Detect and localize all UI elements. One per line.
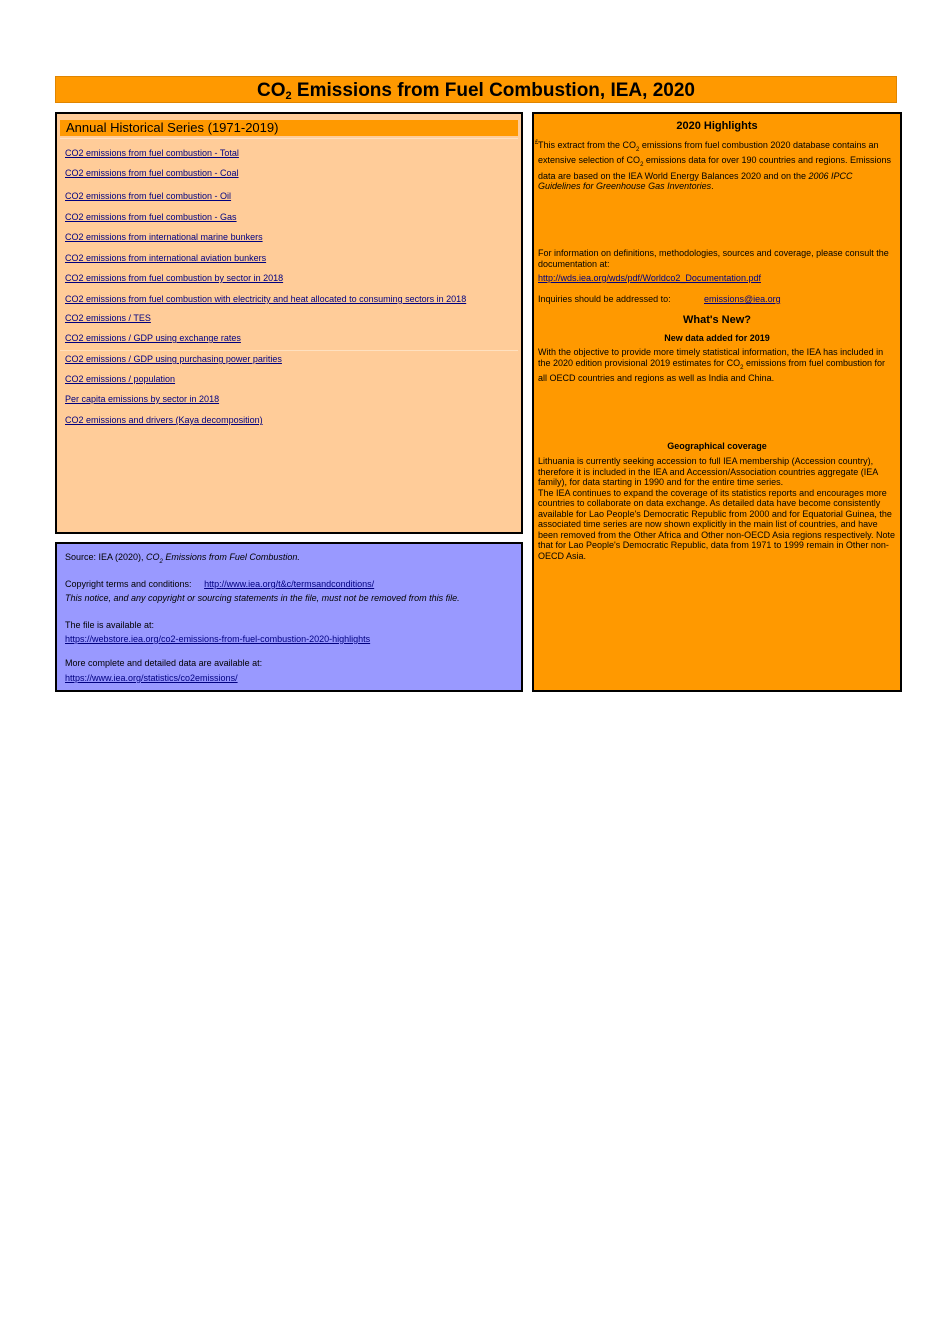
highlights-panel (532, 112, 902, 692)
link-marine-bunkers[interactable]: CO2 emissions from international marine bunkers (65, 232, 263, 242)
link-total[interactable]: CO2 emissions from fuel combustion - Total (65, 148, 239, 158)
inquiries-row (538, 294, 896, 305)
historical-series-panel (55, 112, 523, 534)
link-co2-gdp-exchange[interactable]: CO2 emissions / GDP using exchange rates (65, 333, 241, 343)
link-co2-gdp-ppp[interactable]: CO2 emissions / GDP using purchasing power parities (65, 354, 282, 364)
more-data-row (65, 673, 238, 684)
inquiries-label: Inquiries should be addressed to: (538, 294, 671, 304)
link-co2-tes[interactable]: CO2 emissions / TES (65, 313, 151, 323)
link-gas[interactable]: CO2 emissions from fuel combustion - Gas (65, 212, 237, 222)
page-title (55, 76, 897, 103)
highlights-intro: This extract from the $CO_2$ emissions from fuel combustion 2020 database contains an extensive selection of $CO_2$ emissions data for over 190 countries and regions. Emissions data are based on the IEA World Energy Balances 2020 and on the 2006 IPCC Guidelines for Greenhouse Gas Inventories. (538, 140, 892, 192)
link-per-capita-sector[interactable]: Per capita emissions by sector in 2018 (65, 394, 220, 404)
documentation-info: For information on definitions, methodologies, sources and coverage, please consult the documentation at: (538, 248, 889, 269)
title-prefix: CO (257, 80, 286, 101)
whats-new-heading: What's New? (682, 314, 751, 326)
row-divider (60, 138, 518, 139)
footnote-mark: £ (535, 140, 539, 146)
link-aviation-bunkers[interactable]: CO2 emissions from international aviation bunkers (65, 253, 267, 263)
source-citation: Source: IEA (2020), $CO_2$ Emissions from Fuel Combustion. (65, 552, 300, 565)
file-available-label: The file is available at: (65, 620, 155, 630)
row-divider (60, 350, 518, 351)
highlights-heading: 2020 Highlights (676, 120, 758, 132)
geo-paragraph-2: The IEA continues to expand the coverage of its statistics reports and encourages more countries to collaborate on data exchange. As detailed data have become consistently available for Lao People's Democratic Republic from 2000 and for Equatorial Guinea, the associated time series are now shown explicitly in the main list of countries, and have been removed from the Other Africa and Other non-OECD Asia regions respectively. Note that for Lao People's Democratic Republic, data from 1971 to 1999 remain in Other non-OECD Asia. (538, 487, 896, 561)
webstore-link[interactable]: https://webstore.iea.org/co2-emissions-from-fuel-combustion-2020-highlights (65, 634, 371, 644)
link-co2-population[interactable]: CO2 emissions / population (65, 374, 176, 384)
copyright-row (65, 579, 374, 590)
new-data-text: With the objective to provide more timely statistical information, the IEA has included in the 2020 edition provisional 2019 estimates for $CO_2$ emissions from fuel combustion for all OECD countries and regions as well as India and China. (538, 347, 886, 383)
documentation-link[interactable]: http://wds.iea.org/wds/pdf/Worldco2_Documentation.pdf (538, 273, 761, 283)
link-by-sector[interactable]: CO2 emissions from fuel combustion by sector in 2018 (65, 273, 284, 283)
link-coal[interactable]: CO2 emissions from fuel combustion - Coal (65, 168, 239, 178)
title-subscript: 2 (285, 90, 292, 102)
file-available-row (65, 634, 370, 645)
more-data-label: More complete and detailed data are available at: (65, 658, 263, 668)
copyright-notice: This notice, and any copyright or sourcing statements in the file, must not be removed from this file. (65, 593, 460, 603)
source-panel (55, 542, 523, 692)
link-kaya[interactable]: CO2 emissions and drivers (Kaya decomposition) (65, 415, 263, 425)
inquiries-email-link[interactable]: emissions@iea.org (704, 294, 781, 304)
geo-coverage-text (538, 456, 896, 561)
copyright-label: Copyright terms and conditions: (65, 579, 192, 589)
copyright-link[interactable]: http://www.iea.org/t&c/termsandconditions/ (204, 579, 375, 589)
title-suffix: Emissions from Fuel Combustion, IEA, 2020 (291, 80, 695, 101)
historical-series-heading: Annual Historical Series (1971-2019) (60, 120, 518, 136)
new-data-heading: New data added for 2019 (664, 333, 770, 343)
statistics-link[interactable]: https://www.iea.org/statistics/co2emissions/ (65, 673, 238, 683)
link-oil[interactable]: CO2 emissions from fuel combustion - Oil (65, 191, 232, 201)
link-allocated-sectors[interactable]: CO2 emissions from fuel combustion with electricity and heat allocated to consuming sectors in 2018 (65, 294, 467, 304)
geo-coverage-heading: Geographical coverage (667, 441, 767, 451)
documentation-row (538, 273, 896, 284)
geo-paragraph-1: Lithuania is currently seeking accession to full IEA membership (Accession country), therefore it is included in the IEA and Accession/Association countries aggregate (IEA family), for data starting in 1990 and for the entire time series. (538, 456, 878, 487)
